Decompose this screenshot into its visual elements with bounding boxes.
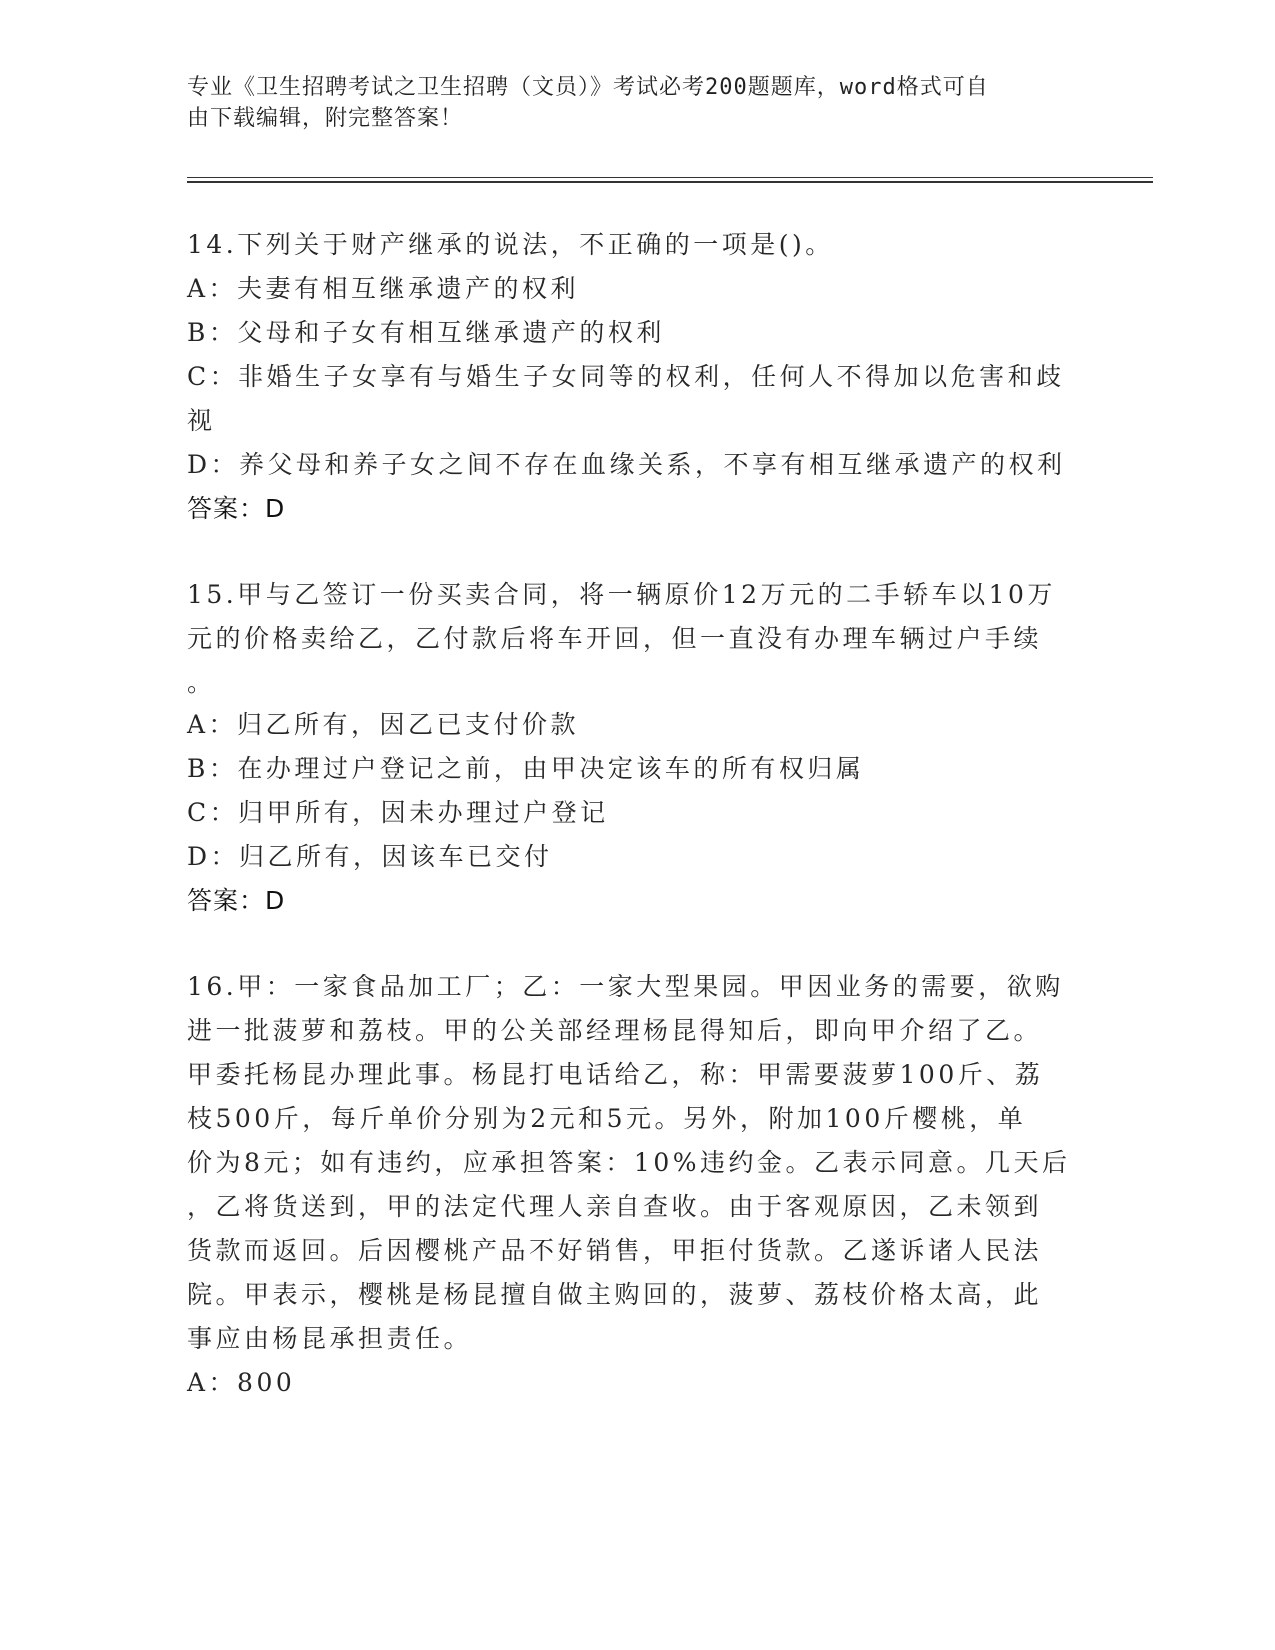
q15-option-b: B：在办理过户登记之前，由甲决定该车的所有权归属 xyxy=(187,754,865,783)
q14-option-a: A：夫妻有相互继承遗产的权利 xyxy=(187,274,580,303)
q16-option-a: A：800 xyxy=(187,1368,296,1397)
header-line-2: 由下载编辑，附完整答案！ xyxy=(187,106,464,131)
document-header xyxy=(187,72,1067,134)
header-line-1: 专业《卫生招聘考试之卫生招聘（文员）》考试必考200题题库，word格式可自 xyxy=(187,75,989,100)
q16-stem-line8: 院。甲表示，樱桃是杨昆擅自做主购回的，菠萝、荔枝价格太高，此 xyxy=(187,1280,1043,1309)
q14-answer: 答案：D xyxy=(187,494,286,523)
q14-option-b: B：父母和子女有相互继承遗产的权利 xyxy=(187,318,665,347)
q16-stem-line5: 价为8元；如有违约，应承担答案：10%违约金。乙表示同意。几天后 xyxy=(187,1148,1071,1177)
q15-option-a: A：归乙所有，因乙已支付价款 xyxy=(187,710,580,739)
q16-stem-line4: 枝500斤，每斤单价分别为2元和5元。另外，附加100斤樱桃，单 xyxy=(187,1104,1027,1133)
q15-stem-line2: 元的价格卖给乙，乙付款后将车开回，但一直没有办理车辆过户手续 xyxy=(187,624,1043,653)
q15-answer: 答案：D xyxy=(187,886,286,915)
q14-option-c-line2: 视 xyxy=(187,406,216,435)
q15-stem-line1: 15.甲与乙签订一份买卖合同，将一辆原价12万元的二手轿车以10万 xyxy=(187,580,1056,609)
q15-stem-line3: 。 xyxy=(187,668,216,697)
q14-stem: 14.下列关于财产继承的说法，不正确的一项是()。 xyxy=(187,230,834,259)
header-divider-thin xyxy=(187,177,1153,178)
q16-stem-line1: 16.甲：一家食品加工厂；乙：一家大型果园。甲因业务的需要，欲购 xyxy=(187,972,1064,1001)
header-divider-thick xyxy=(187,181,1153,183)
q15-option-c: C：归甲所有，因未办理过户登记 xyxy=(187,798,609,827)
q15-option-d: D：归乙所有，因该车已交付 xyxy=(187,842,553,871)
q16-stem-line7: 货款而返回。后因樱桃产品不好销售，甲拒付货款。乙遂诉诸人民法 xyxy=(187,1236,1043,1265)
q16-stem-line3: 甲委托杨昆办理此事。杨昆打电话给乙，称：甲需要菠萝100斤、荔 xyxy=(187,1060,1044,1089)
q14-option-d: D：养父母和养子女之间不存在血缘关系，不享有相互继承遗产的权利 xyxy=(187,450,1066,479)
q14-option-c-line1: C：非婚生子女享有与婚生子女同等的权利，任何人不得加以危害和歧 xyxy=(187,362,1065,391)
q16-stem-line9: 事应由杨昆承担责任。 xyxy=(187,1324,473,1353)
q16-stem-line2: 进一批菠萝和荔枝。甲的公关部经理杨昆得知后，即向甲介绍了乙。 xyxy=(187,1016,1043,1045)
q16-stem-line6: ，乙将货送到，甲的法定代理人亲自查收。由于客观原因，乙未领到 xyxy=(187,1192,1043,1221)
